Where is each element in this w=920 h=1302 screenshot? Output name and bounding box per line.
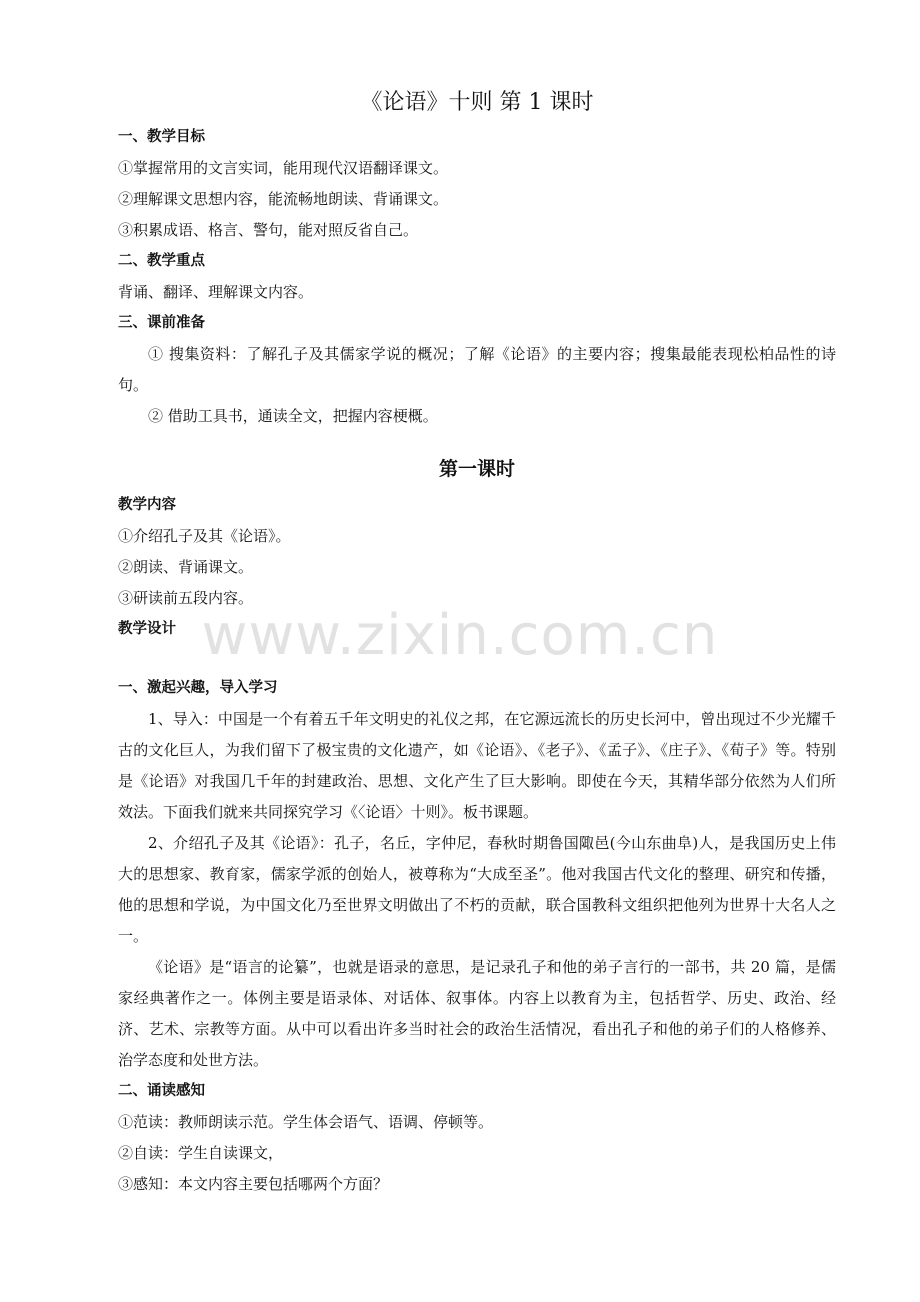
content-item: ③研读前五段内容。: [118, 589, 254, 607]
content-item: ①介绍孔子及其《论语》。: [118, 527, 291, 545]
step1-paragraph: 2、介绍孔子及其《论语》：孔子，名丘，字仲尼，春秋时期鲁国陬邑(今山东曲阜)人，是我国历史上伟大的思想家、教育家，儒家学派的创始人，被尊称为“大成至圣”。他对我国古代文化的整理、研究和传播，他的思想和学说，为中国文化乃至世界文明做出了不朽的贡献，联合国教科文组织把他列为世界十大名人之一。: [118, 834, 836, 945]
step2-item: ②自读：学生自读课文，: [118, 1144, 284, 1162]
step1-heading: 一、激起兴趣，导入学习: [118, 680, 278, 696]
step2-item: ③感知：本文内容主要包括哪两个方面？: [118, 1175, 389, 1193]
focus-heading: 二、教学重点: [118, 253, 205, 269]
prep-item: ① 搜集资料：了解孔子及其儒家学说的概况；了解《论语》的主要内容；搜集最能表现松柏品性的诗句。: [118, 345, 836, 394]
step1-paragraph: 《论语》是“语言的论纂”，也就是语录的意思，是记录孔子和他的弟子言行的一部书，共 20 篇，是儒家经典著作之一。体例主要是语录体、对话体、叙事体。内容上以教育为主，包括哲学、历史、政治、经济、艺术、宗教等方面。从中可以看出许多当时社会的政治生活情况，看出孔子和他的弟子们的人格修养、治学态度和处世方法。: [118, 958, 836, 1069]
watermark: www.zixin.com.cn: [201, 603, 719, 668]
spacer: [118, 645, 836, 673]
goal-item: ②理解课文思想内容，能流畅地朗读、背诵课文。: [118, 190, 449, 208]
design-heading: 教学设计: [118, 621, 176, 637]
content-heading: 教学内容: [118, 497, 176, 513]
prep-heading: 三、课前准备: [118, 315, 205, 331]
step1-paragraph: 1、导入：中国是一个有着五千年文明史的礼仪之邦，在它源远流长的历史长河中，曾出现过不少光耀千古的文化巨人，为我们留下了极宝贵的文化遗产，如《论语》、《老子》、《孟子》、《庄子》、《荀子》等。特别是《论语》对我国几千年的封建政治、思想、文化产生了巨大影响。即使在今天，其精华部分依然为人们所效法。下面我们就来共同探究学习《〈论语〉十则》。板书课题。: [118, 710, 836, 821]
lesson-title: 第一课时: [438, 458, 515, 480]
prep-item: ② 借助工具书，通读全文，把握内容梗概。: [148, 407, 438, 425]
goal-item: ③积累成语、格言、警句，能对照反省自己。: [118, 221, 419, 239]
content-item: ②朗读、背诵课文。: [118, 558, 254, 576]
step2-item: ①范读：教师朗读示范。学生体会语气、语调、停顿等。: [118, 1113, 494, 1131]
document-title: 《论语》十则 第 1 课时: [360, 90, 594, 115]
step2-heading: 二、诵读感知: [118, 1083, 205, 1099]
document-page: [118, 86, 836, 1200]
goals-heading: 一、教学目标: [118, 129, 205, 145]
focus-text: 背诵、翻译、理解课文内容。: [118, 283, 314, 301]
goal-item: ①掌握常用的文言实词，能用现代汉语翻译课文。: [118, 159, 449, 177]
